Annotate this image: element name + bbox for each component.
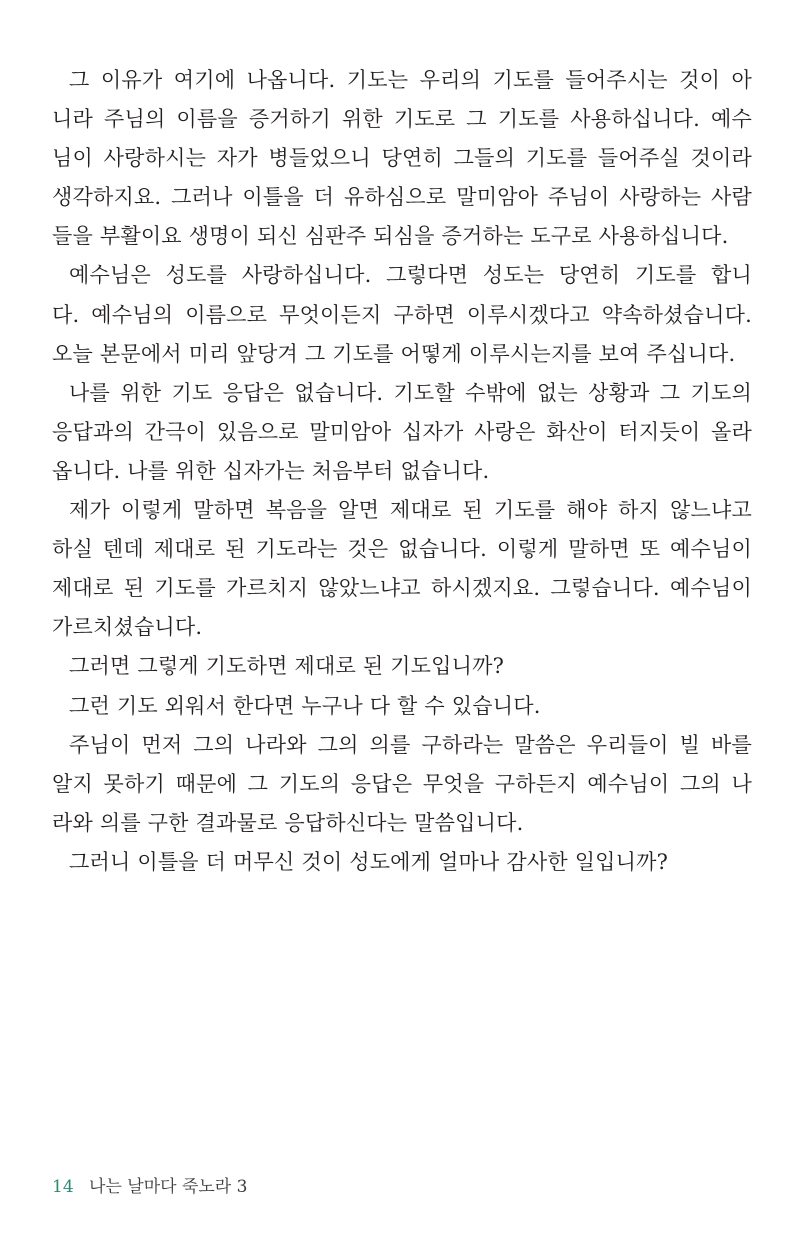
text-line: 그런 기도 외워서 한다면 누구나 다 할 수 있습니다. (69, 693, 541, 718)
text-line: 나를 위한 기도 응답은 없습니다. 기도할 수밖에 없는 상황과 그 기도의 (69, 380, 752, 405)
text-line: 라와 의를 구한 결과물로 응답하신다는 말씀입니다. (52, 810, 524, 835)
text-line: 옵니다. 나를 위한 십자가는 처음부터 없습니다. (52, 458, 490, 483)
text-line: 주님이 먼저 그의 나라와 그의 의를 구하라는 말씀은 우리들이 빌 바를 (69, 732, 752, 757)
text-line: 니라 주님의 이름을 증거하기 위한 기도로 그 기도를 사용하십니다. 예수 (52, 107, 752, 132)
text-line: 알지 못하기 때문에 그 기도의 응답은 무엇을 구하든지 예수님이 그의 나 (52, 771, 752, 796)
running-title: 나는 날마다 죽노라 3 (89, 1177, 248, 1197)
text-line: 가르치셨습니다. (52, 615, 203, 640)
page-footer (52, 1172, 247, 1197)
text-line: 님이 사랑하시는 자가 병들었으니 당연히 그들의 기도를 들어주실 것이라 (52, 146, 752, 171)
text-line: 제대로 된 기도를 가르치지 않았느냐고 하시겠지요. 그렇습니다. 예수님이 (52, 576, 752, 601)
text-line: 예수님은 성도를 사랑하십니다. 그렇다면 성도는 당연히 기도를 합니 (69, 263, 752, 288)
text-line: 들을 부활이요 생명이 되신 심판주 되심을 증거하는 도구로 사용하십니다. (52, 224, 729, 249)
text-line: 하실 텐데 제대로 된 기도라는 것은 없습니다. 이렇게 말하면 또 예수님이 (52, 537, 752, 562)
text-line: 그러니 이틀을 더 머무신 것이 성도에게 얼마나 감사한 일입니까? (69, 849, 669, 874)
text-line: 그 이유가 여기에 나옵니다. 기도는 우리의 기도를 들어주시는 것이 아 (69, 68, 752, 92)
page-body (52, 61, 752, 882)
text-line: 다. 예수님의 이름으로 무엇이든지 구하면 이루시겠다고 약속하셨습니다. (52, 302, 752, 327)
text-line: 오늘 본문에서 미리 앞당겨 그 기도를 어떻게 이루시는지를 보여 주십니다. (52, 341, 736, 366)
text-line: 그러면 그렇게 기도하면 제대로 된 기도입니까? (69, 654, 505, 679)
text-line: 응답과의 간극이 있음으로 말미암아 십자가 사랑은 화산이 터지듯이 올라 (52, 419, 752, 444)
text-line: 제가 이렇게 말하면 복음을 알면 제대로 된 기도를 해야 하지 않느냐고 (69, 498, 752, 523)
text-line: 생각하지요. 그러나 이틀을 더 유하심으로 말미암아 주님이 사랑하는 사람 (52, 185, 752, 210)
page-number: 14 (52, 1177, 74, 1197)
